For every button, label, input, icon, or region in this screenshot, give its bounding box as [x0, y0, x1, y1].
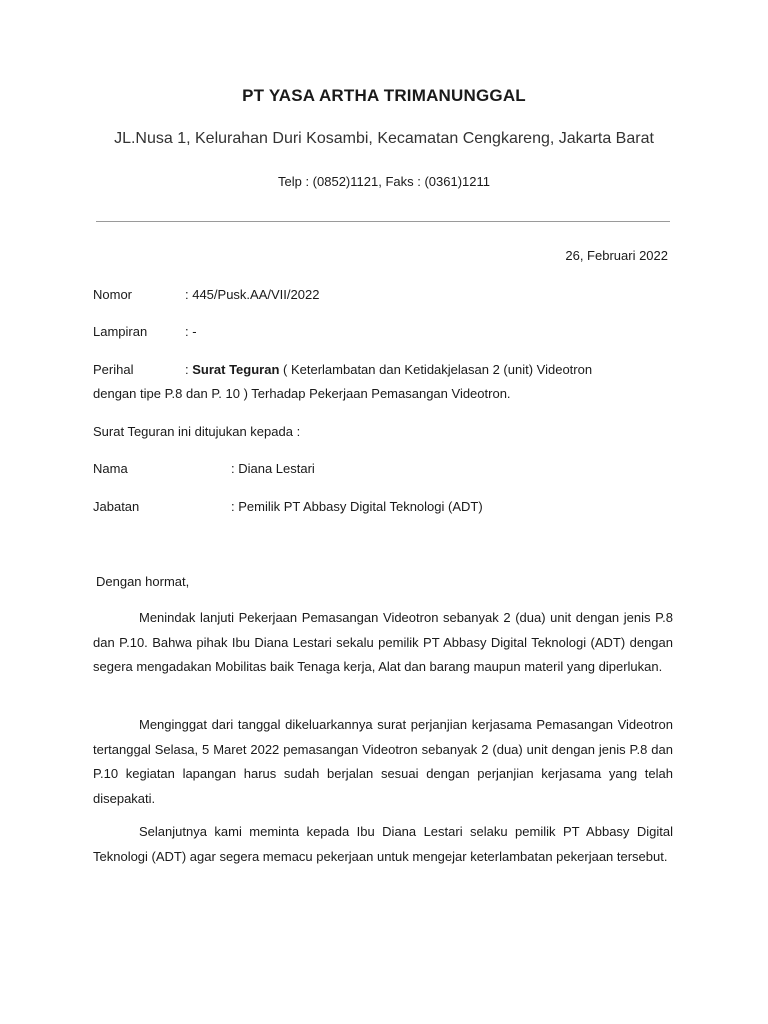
nomor-value: : 445/Pusk.AA/VII/2022: [185, 287, 320, 302]
letterhead-divider: [96, 221, 670, 222]
perihal-label: Perihal: [93, 362, 134, 377]
nama-row: [0, 461, 768, 479]
jabatan-value: : Pemilik PT Abbasy Digital Teknologi (ADT): [231, 499, 483, 514]
perihal-continuation: dengan tipe P.8 dan P. 10 ) Terhadap Pekerjaan Pemasangan Videotron.: [93, 386, 511, 401]
company-name: PT YASA ARTHA TRIMANUNGGAL: [242, 86, 526, 105]
greeting: Dengan hormat,: [96, 574, 190, 589]
body-paragraph-3: Selanjutnya kami meminta kepada Ibu Diana Lestari selaku pemilik PT Abbasy Digital Teknologi (ADT) agar segera memacu pekerjaan untuk mengejar keterlambatan pekerjaan tersebut.: [93, 824, 673, 864]
lampiran-value: : -: [185, 324, 197, 339]
perihal-subject: Surat Teguran: [192, 362, 280, 377]
letter-date: 26, Februari 2022: [565, 248, 668, 263]
perihal-value: [185, 362, 592, 377]
nomor-row: [0, 287, 768, 305]
perihal-separator: :: [185, 362, 193, 377]
nama-label: Nama: [93, 461, 128, 476]
jabatan-label: Jabatan: [93, 499, 140, 514]
perihal-row: [93, 362, 593, 377]
nama-value: : Diana Lestari: [231, 461, 315, 476]
company-address: JL.Nusa 1, Kelurahan Duri Kosambi, Kecamatan Cengkareng, Jakarta Barat: [114, 130, 654, 147]
nomor-label: Nomor: [93, 287, 133, 302]
lampiran-row: [0, 324, 768, 342]
body-paragraph-2: Menginggat dari tanggal dikeluarkannya surat perjanjian kerjasama Pemasangan Videotron tertanggal Selasa, 5 Maret 2022 pemasangan Videotron sebanyak 2 (dua) unit dengan jenis P.8 dan P.10 kegiatan lapangan harus sudah berjalan sesuai dengan perjanjian kerjasama yang telah disepakati.: [93, 717, 673, 806]
body-paragraph-1: Menindak lanjuti Pekerjaan Pemasangan Videotron sebanyak 2 (dua) unit dengan jenis P.8 dan P.10. Bahwa pihak Ibu Diana Lestari sekalu pemilik PT Abbasy Digital Teknologi (ADT) dengan segera mengadakan Mobilitas baik Tenaga kerja, Alat dan barang maupun materil yang diperlukan.: [93, 610, 673, 674]
intro-text: Surat Teguran ini ditujukan kepada :: [93, 424, 301, 439]
jabatan-row: [0, 499, 768, 517]
company-contact: Telp : (0852)1121, Faks : (0361)1211: [278, 174, 490, 189]
perihal-detail: ( Keterlambatan dan Ketidakjelasan 2 (unit) Videotron: [279, 362, 593, 377]
lampiran-label: Lampiran: [93, 324, 148, 339]
